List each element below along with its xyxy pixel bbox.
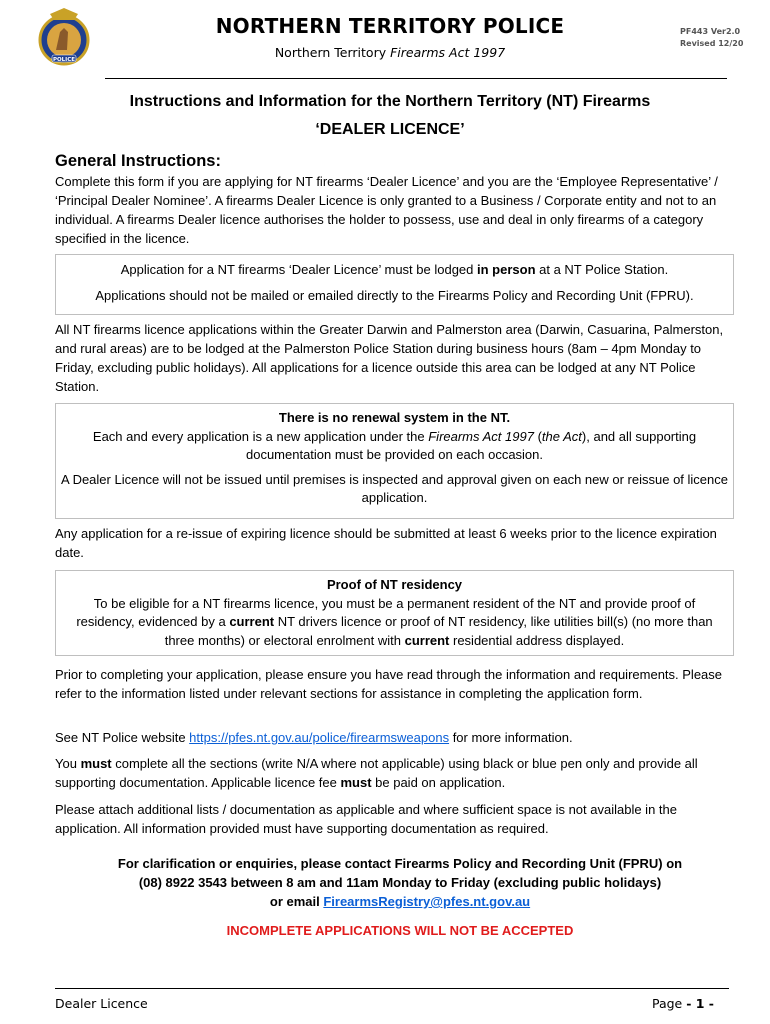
no-renewal-box (55, 403, 734, 519)
residency-text: To be eligible for a NT firearms licence, you must be a permanent resident of the NT and provide proof of residency, evidenced by a current NT drivers licence or proof of NT residency, like utilities bill(s) (no more than three months) or electoral enrolment with current residential address displayed. (76, 595, 713, 648)
lodgement-line-1: Application for a NT firearms ‘Dealer Licence’ must be lodged in person at a NT Police Station. (120, 262, 669, 277)
lodgement-notice-box (55, 254, 734, 315)
incomplete-warning: INCOMPLETE APPLICATIONS WILL NOT BE ACCEPTED (226, 923, 574, 938)
contact-line-3: or email FirearmsRegistry@pfes.nt.gov.au (269, 894, 531, 909)
subtitle-act: Firearms Act 1997 (390, 45, 506, 60)
firearms-website-link[interactable]: https://pfes.nt.gov.au/police/firearmsweapons (189, 730, 450, 745)
footer-form-name: Dealer Licence (55, 996, 148, 1011)
prior-completion-paragraph: Prior to completing your application, please ensure you have read through the information and requirements. Please refer to the information listed under relevant sections for assistance in completing the application form. (55, 667, 723, 701)
contact-line-1: For clarification or enquiries, please contact Firearms Policy and Recording Unit (FPRU) on (117, 856, 683, 871)
header-subtitle (110, 45, 670, 60)
contact-block (40, 854, 760, 911)
residency-box (55, 570, 734, 656)
must-complete-paragraph: You must complete all the sections (write N/A where not applicable) using black or blue pen only and provide all supporting documentation. Applicable licence fee must be paid on application. (55, 756, 698, 790)
reissue-paragraph: Any application for a re-issue of expiring licence should be submitted at least 6 weeks prior to the licence expiration date. (55, 526, 717, 560)
form-code: PF443 Ver2.0 (680, 27, 741, 36)
lodgement-line-2: Applications should not be mailed or emailed directly to the Firearms Policy and Recording Unit (FPRU). (95, 287, 694, 303)
document-subtitle: ‘DEALER LICENCE’ (315, 121, 465, 138)
residency-heading: Proof of NT residency (326, 577, 463, 592)
in-person-emphasis: in person (477, 262, 536, 277)
form-reference (680, 26, 743, 50)
general-intro-paragraph: Complete this form if you are applying for NT firearms ‘Dealer Licence’ and you are the ‘Employee Representative’ / ‘Principal Dealer Nominee’. A firearms Dealer Licence is only granted to a Business / Corporate entity and not to an individual. A firearms Dealer licence authorises the holder to possess, use and deal in only firearms of a category specified in the licence. (55, 174, 718, 246)
revised-date: Revised 12/20 (680, 39, 744, 48)
attach-documents-paragraph: Please attach additional lists / documentation as applicable and where sufficient space is not available in the application. All information provided must have supporting documentation as required. (55, 802, 677, 836)
page-number: Page - 1 - (651, 996, 714, 1011)
darwin-lodgement-paragraph: All NT firearms licence applications within the Greater Darwin and Palmerston area (Darwin, Casuarina, Palmerston, and rural areas) are to be lodged at the Palmerston Police Station during business hours (8am – 4pm Monday to Friday, excluding public holidays). All applications for a licence outside this area can be lodged at any NT Police Station. (55, 322, 724, 394)
premises-inspection-text: A Dealer Licence will not be issued until premises is inspected and approval given on each new or reissue of licence application. (61, 471, 728, 505)
contact-line-2: (08) 8922 3543 between 8 am and 11am Monday to Friday (excluding public holidays) (138, 875, 662, 890)
footer-divider (55, 988, 729, 989)
no-renewal-heading: There is no renewal system in the NT. (278, 410, 511, 425)
general-instructions-heading: General Instructions: (55, 152, 221, 170)
logo-text: POLICE (52, 56, 76, 63)
no-renewal-text: Each and every application is a new application under the Firearms Act 1997 (the Act), and all supporting documentation must be provided on each occasion. (92, 428, 697, 462)
website-paragraph: See NT Police website https://pfes.nt.gov.au/police/firearmsweapons for more information. (55, 730, 573, 745)
document-title: Instructions and Information for the Northern Territory (NT) Firearms (129, 93, 651, 110)
nt-police-crest-icon (30, 6, 98, 66)
header-divider (105, 78, 727, 79)
header-title: NORTHERN TERRITORY POLICE (215, 14, 565, 38)
subtitle-prefix: Northern Territory (274, 45, 391, 60)
fpru-email-link[interactable]: FirearmsRegistry@pfes.nt.gov.au (323, 894, 531, 909)
